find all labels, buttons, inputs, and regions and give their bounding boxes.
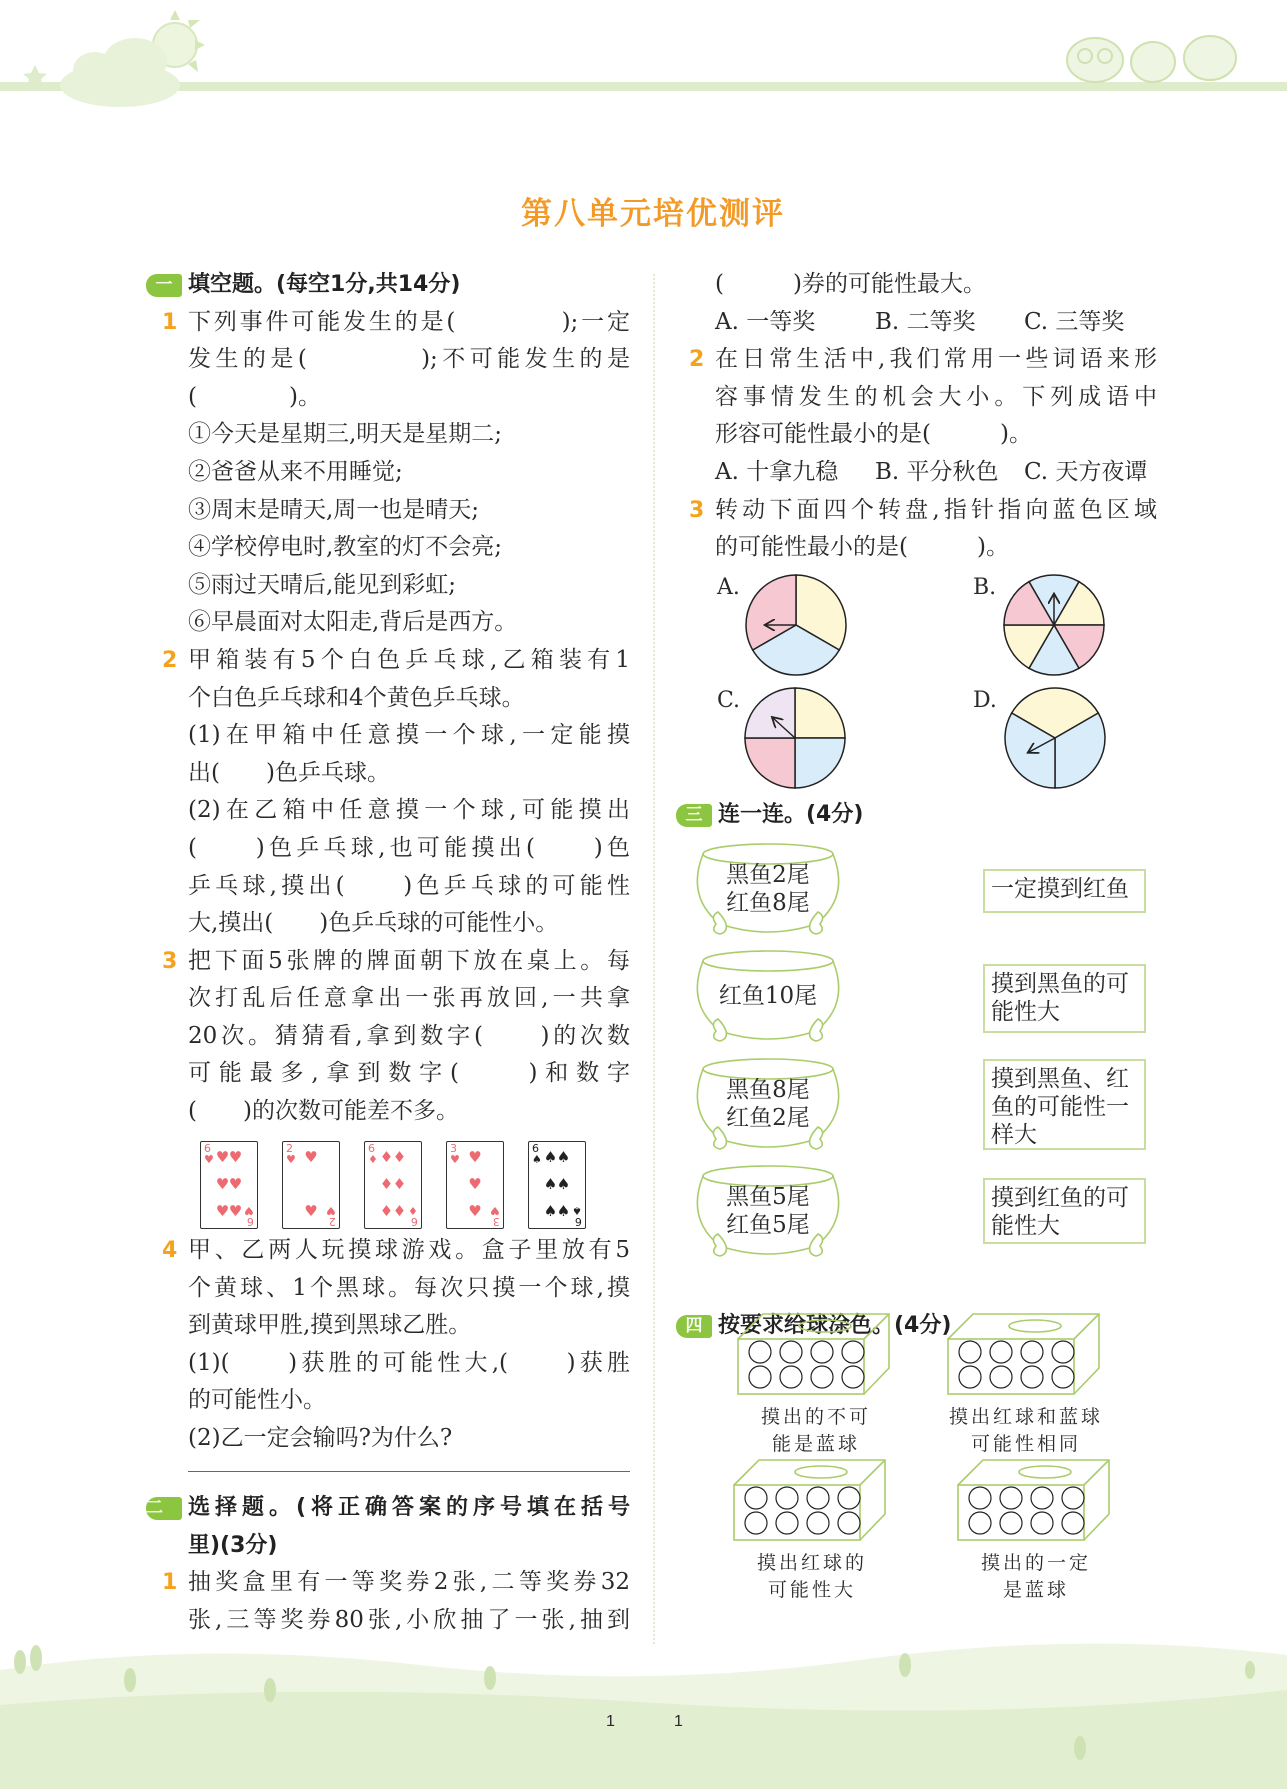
match-target-box[interactable] xyxy=(983,1059,1146,1150)
spinner-label-b: B. xyxy=(973,575,997,600)
box-caption-line: 是蓝球 xyxy=(1002,1579,1069,1601)
page-number-left: 1 xyxy=(606,1713,615,1730)
box-caption xyxy=(716,1404,916,1458)
spinner-d xyxy=(1005,688,1105,788)
card-suit: ♥ xyxy=(326,1203,336,1217)
match-target-box[interactable] xyxy=(983,1178,1146,1244)
question-line xyxy=(715,529,1157,567)
question-text: 转动下面四个转盘,指针指向蓝色区域 xyxy=(715,496,1157,523)
diamond-icon: ♦ xyxy=(379,1174,394,1193)
page-title: 第八单元培优测评 xyxy=(521,196,785,232)
ball-circle[interactable] xyxy=(838,1512,860,1534)
question-line xyxy=(188,1270,630,1308)
option-b: B. 平分秋色 xyxy=(875,458,999,485)
ball-circle[interactable] xyxy=(842,1366,864,1388)
question-text: (1)在甲箱中任意摸一个球,一定能摸 xyxy=(188,722,630,749)
card-suit: ♥ xyxy=(450,1152,460,1166)
heart-icon: ♥ xyxy=(215,1174,230,1193)
heart-icon: ♥ xyxy=(215,1147,230,1166)
question-line xyxy=(715,416,1157,454)
question-number: 3 xyxy=(689,497,705,523)
question-line xyxy=(188,1345,630,1383)
spade-icon: ♠ xyxy=(543,1201,558,1220)
box-caption-line: 能是蓝球 xyxy=(771,1433,860,1455)
ball-circle[interactable] xyxy=(780,1366,802,1388)
monkey-icon xyxy=(1131,42,1175,82)
box-caption xyxy=(926,1404,1126,1458)
section-title: 里)(3分) xyxy=(188,1532,278,1558)
card-index-bottom xyxy=(490,1205,500,1227)
spinner-a xyxy=(746,575,846,675)
diamond-icon: ♦ xyxy=(379,1201,394,1220)
bowl-label-line: 黑鱼2尾 xyxy=(726,862,810,888)
spinner-label-d: D. xyxy=(973,688,997,713)
match-target-line: 能性大 xyxy=(991,1213,1060,1239)
card-rank: 2 xyxy=(286,1141,293,1155)
question-number: 3 xyxy=(162,948,178,974)
bowl-label-line: 红鱼10尾 xyxy=(718,983,818,1009)
section-title: 选择题。(将正确答案的序号填在括号 xyxy=(188,1495,630,1521)
question-line xyxy=(188,416,630,454)
question-line xyxy=(188,1382,630,1420)
ball-circle[interactable] xyxy=(1000,1487,1022,1509)
option-c: C. 三等奖 xyxy=(1024,308,1125,335)
ball-circle[interactable] xyxy=(776,1487,798,1509)
question-text: 发生的是( );不可能发生的是 xyxy=(188,346,630,373)
section-title: 填空题。(每空1分,共14分) xyxy=(188,272,461,297)
ball-box-icon xyxy=(732,1458,892,1544)
question-text: 的可能性最小的是( )。 xyxy=(715,534,1009,561)
card-rank: 6 xyxy=(532,1141,539,1155)
bowl-label xyxy=(694,861,842,917)
spinner-label-a: A. xyxy=(717,575,740,600)
question-number: 4 xyxy=(162,1238,178,1264)
section-title: 按要求给球涂色。(4分) xyxy=(718,1312,952,1338)
bowl-label xyxy=(694,1183,842,1239)
question-line xyxy=(188,980,630,1018)
match-target-line: 一定摸到红鱼 xyxy=(991,876,1129,902)
card-suit: ♥ xyxy=(204,1152,214,1166)
section-header xyxy=(188,1527,630,1565)
question-line xyxy=(188,529,630,567)
card-suit: ♥ xyxy=(286,1152,296,1166)
card-rank: 3 xyxy=(450,1141,457,1155)
question-number: 1 xyxy=(162,309,178,335)
question-line xyxy=(689,492,1157,530)
spade-icon: ♠ xyxy=(556,1147,571,1166)
match-target-line: 能性大 xyxy=(991,999,1060,1025)
diamond-icon: ♦ xyxy=(392,1174,407,1193)
question-line xyxy=(188,1307,630,1345)
ball-circle[interactable] xyxy=(838,1487,860,1509)
ball-circle[interactable] xyxy=(990,1341,1012,1363)
ball-circle[interactable] xyxy=(1000,1512,1022,1534)
card-suit: ♥ xyxy=(244,1203,254,1217)
question-line xyxy=(188,905,630,943)
question-text: 容事情发生的机会大小。下列成语中 xyxy=(715,383,1157,410)
ball-circle[interactable] xyxy=(1052,1366,1074,1388)
section-divider xyxy=(188,1458,630,1490)
card-suit: ♦ xyxy=(408,1203,418,1217)
diamond-icon: ♦ xyxy=(392,1147,407,1166)
question-text: ①今天是星期三,明天是星期二; xyxy=(188,421,503,448)
card-index-bottom xyxy=(326,1205,336,1227)
question-text: 大,摸出( )色乒乓球的可能性小。 xyxy=(188,910,559,937)
question-text: ⑥早晨面对太阳走,背后是西方。 xyxy=(188,609,518,636)
box-caption xyxy=(712,1550,912,1604)
pig-icon xyxy=(1184,36,1236,80)
question-line xyxy=(188,1093,630,1131)
section-header xyxy=(155,266,630,304)
question-text: 出( )色乒乓球。 xyxy=(188,759,390,786)
card-rank: 6 xyxy=(204,1141,211,1155)
question-text: (1)( )获胜的可能性大,( )获胜 xyxy=(188,1349,630,1376)
spinner-b xyxy=(1004,575,1104,675)
card-index-bottom xyxy=(408,1205,418,1227)
option-a: A. 一等奖 xyxy=(715,308,816,335)
animals-decoration xyxy=(1055,20,1255,85)
question-line xyxy=(162,1564,630,1602)
spade-icon: ♠ xyxy=(556,1174,571,1193)
ball-circle[interactable] xyxy=(959,1366,981,1388)
box-caption-line: 摸出红球的 xyxy=(756,1552,867,1574)
spinner-c xyxy=(745,688,845,788)
question-line xyxy=(188,830,630,868)
question-line xyxy=(188,680,630,718)
spinners xyxy=(740,570,1160,795)
question-text: ( )色乒乓球,也可能摸出( )色 xyxy=(188,834,630,861)
match-target-line: 样大 xyxy=(991,1122,1037,1148)
playing-cards xyxy=(188,1131,630,1232)
box-caption xyxy=(936,1550,1136,1604)
question-line xyxy=(715,379,1157,417)
question-text: ( )券的可能性最大。 xyxy=(715,271,986,297)
card-index-top xyxy=(532,1143,542,1165)
ball-circle[interactable] xyxy=(745,1512,767,1534)
question-line xyxy=(188,379,630,417)
sector-blue xyxy=(795,738,845,788)
card-index-bottom xyxy=(244,1205,254,1227)
left-column xyxy=(146,266,630,1639)
playing-card xyxy=(528,1141,586,1229)
right-column xyxy=(689,266,1157,567)
question-text: (2)在乙箱中任意摸一个球,可能摸出 xyxy=(188,797,630,824)
card-index-top xyxy=(204,1143,214,1165)
star-icon xyxy=(23,65,47,87)
ball-circle[interactable] xyxy=(776,1512,798,1534)
ball-circle[interactable] xyxy=(749,1341,771,1363)
box-caption-line: 摸出的一定 xyxy=(980,1552,1091,1574)
bowl-label-line: 红鱼8尾 xyxy=(726,890,810,916)
question-text: ④学校停电时,教室的灯不会亮; xyxy=(188,534,503,561)
question-line xyxy=(162,1232,630,1270)
box-caption-line: 可能性大 xyxy=(767,1579,856,1601)
question-text: 张,三等奖券80张,小欣抽了一张,抽到 xyxy=(188,1606,630,1633)
sector-yellow xyxy=(795,688,845,738)
ball-circle[interactable] xyxy=(969,1487,991,1509)
heart-icon: ♥ xyxy=(228,1147,243,1166)
bowl-label-line: 黑鱼8尾 xyxy=(726,1077,810,1103)
card-suit: ♦ xyxy=(368,1152,378,1166)
section-badge: 二 xyxy=(146,1497,182,1520)
question-number: 1 xyxy=(162,1570,178,1596)
playing-card xyxy=(200,1141,258,1229)
card-rank: 3 xyxy=(493,1214,500,1228)
question-line xyxy=(188,492,630,530)
ball-circle[interactable] xyxy=(1052,1341,1074,1363)
heart-icon: ♥ xyxy=(228,1174,243,1193)
question-text: 次打乱后任意拿出一张再放回,一共拿 xyxy=(188,985,630,1012)
match-target-line: 鱼的可能性一 xyxy=(991,1094,1129,1120)
question-text: 下列事件可能发生的是( );一定 xyxy=(188,308,630,335)
heart-icon: ♥ xyxy=(468,1174,482,1193)
spinner-label-c: C. xyxy=(717,688,741,713)
card-index-bottom xyxy=(572,1205,582,1227)
question-line xyxy=(689,341,1157,379)
bowl-label xyxy=(694,1076,842,1132)
option-a: A. 十拿九稳 xyxy=(715,458,839,485)
ball-circle[interactable] xyxy=(842,1341,864,1363)
bowl-label-line: 红鱼2尾 xyxy=(726,1105,810,1131)
question-line xyxy=(188,755,630,793)
playing-card xyxy=(282,1141,340,1229)
card-suit: ♥ xyxy=(490,1203,500,1217)
question-line xyxy=(188,1055,630,1093)
heart-icon: ♥ xyxy=(228,1201,243,1220)
heart-icon: ♥ xyxy=(215,1201,230,1220)
box-caption-line: 摸出红球和蓝球 xyxy=(948,1406,1103,1428)
sun-cloud-decoration xyxy=(20,0,210,115)
question-number: 2 xyxy=(162,647,178,673)
question-text: 在日常生活中,我们常用一些词语来形 xyxy=(715,346,1157,373)
ball-box-icon xyxy=(946,1312,1106,1398)
ball-circle[interactable] xyxy=(1031,1487,1053,1509)
question-line xyxy=(162,642,630,680)
heart-icon: ♥ xyxy=(304,1201,318,1220)
question-line xyxy=(188,1018,630,1056)
question-text: 乒乓球,摸出( )色乒乓球的可能性 xyxy=(188,872,630,899)
card-index-top xyxy=(286,1143,296,1165)
spade-icon: ♠ xyxy=(556,1201,571,1220)
question-line xyxy=(188,567,630,605)
ball-circle[interactable] xyxy=(811,1366,833,1388)
question-line xyxy=(162,943,630,981)
card-suit: ♠ xyxy=(572,1203,582,1217)
box-caption-line: 摸出的不可 xyxy=(760,1406,871,1428)
box-caption-line: 可能性相同 xyxy=(970,1433,1081,1455)
ball-circle[interactable] xyxy=(959,1341,981,1363)
question-line xyxy=(188,341,630,379)
option-b: B. 二等奖 xyxy=(875,308,976,335)
ball-circle[interactable] xyxy=(990,1366,1012,1388)
question-line xyxy=(715,266,1157,304)
question-text: 甲箱装有5个白色乒乓球,乙箱装有1 xyxy=(188,646,630,673)
spade-icon: ♠ xyxy=(543,1174,558,1193)
page-number-right: 1 xyxy=(674,1713,683,1730)
question-line xyxy=(188,868,630,906)
diamond-icon: ♦ xyxy=(379,1147,394,1166)
question-text: 可能最多,拿到数字( )和数字 xyxy=(188,1060,630,1087)
question-text: 个黄球、1个黑球。每次只摸一个球,摸 xyxy=(188,1274,630,1301)
ball-circle[interactable] xyxy=(807,1512,829,1534)
match-target-line: 摸到黑鱼的可 xyxy=(991,971,1129,997)
question-text: ⑤雨过天晴后,能见到彩虹; xyxy=(188,571,457,598)
section-badge: 四 xyxy=(676,1315,712,1338)
match-target-line: 摸到黑鱼、红 xyxy=(991,1066,1129,1092)
option-c: C. 天方夜谭 xyxy=(1024,458,1148,485)
bowl-label xyxy=(694,982,842,1010)
ball-circle[interactable] xyxy=(1062,1512,1084,1534)
bowl-label-line: 红鱼5尾 xyxy=(726,1212,810,1238)
ball-box-icon xyxy=(956,1458,1116,1544)
question-text: 20次。猜猜看,拿到数字( )的次数 xyxy=(188,1022,630,1049)
question-line xyxy=(188,717,630,755)
ball-circle[interactable] xyxy=(1062,1487,1084,1509)
card-rank: 6 xyxy=(247,1214,254,1228)
card-index-top xyxy=(368,1143,378,1165)
landscape-decoration xyxy=(0,1630,1287,1789)
section-badge: 一 xyxy=(146,274,182,297)
playing-card xyxy=(446,1141,504,1229)
ball-circle[interactable] xyxy=(811,1341,833,1363)
match-target-line: 摸到红鱼的可 xyxy=(991,1185,1129,1211)
card-rank: 6 xyxy=(411,1214,418,1228)
match-target-box[interactable] xyxy=(983,869,1146,913)
option-row xyxy=(715,304,1157,342)
ball-circle[interactable] xyxy=(807,1487,829,1509)
column-divider xyxy=(653,274,655,1644)
question-text: 的可能性小。 xyxy=(188,1387,326,1414)
card-rank: 6 xyxy=(368,1141,375,1155)
diamond-icon: ♦ xyxy=(392,1201,407,1220)
question-text: ( )的次数可能差不多。 xyxy=(188,1098,459,1125)
question-text: (2)乙一定会输吗?为什么? xyxy=(188,1425,453,1452)
section-header xyxy=(146,1489,630,1527)
ball-circle[interactable] xyxy=(1021,1341,1043,1363)
match-target-box[interactable] xyxy=(983,964,1146,1033)
card-suit: ♠ xyxy=(532,1152,542,1166)
question-text: ②爸爸从来不用睡觉; xyxy=(188,458,403,485)
question-text: 抽奖盒里有一等奖券2张,二等奖券32 xyxy=(188,1569,630,1596)
section-3-header xyxy=(685,796,1287,834)
heart-icon: ♥ xyxy=(468,1201,482,1220)
bowl-label-line: 黑鱼5尾 xyxy=(726,1184,810,1210)
question-text: 到黄球甲胜,摸到黑球乙胜。 xyxy=(188,1312,472,1339)
section-badge: 三 xyxy=(676,804,712,827)
heart-icon: ♥ xyxy=(468,1147,482,1166)
playing-card xyxy=(364,1141,422,1229)
ball-circle[interactable] xyxy=(780,1341,802,1363)
section-title: 连一连。(4分) xyxy=(718,802,864,827)
ball-circle[interactable] xyxy=(1021,1366,1043,1388)
card-rank: 2 xyxy=(329,1214,336,1228)
option-row xyxy=(715,454,1157,492)
sector-pink xyxy=(745,738,795,788)
question-text: 个白色乒乓球和4个黄色乒乓球。 xyxy=(188,684,525,711)
card-rank: 6 xyxy=(575,1214,582,1228)
heart-icon: ♥ xyxy=(304,1147,318,1166)
ball-circle[interactable] xyxy=(1031,1512,1053,1534)
question-number: 2 xyxy=(689,347,705,373)
spade-icon: ♠ xyxy=(543,1147,558,1166)
question-text: ③周末是晴天,周一也是晴天; xyxy=(188,496,480,523)
ball-circle[interactable] xyxy=(749,1366,771,1388)
question-line xyxy=(188,792,630,830)
question-text: 形容可能性最小的是( )。 xyxy=(715,421,1032,448)
question-line xyxy=(188,604,630,642)
ball-box-icon xyxy=(736,1312,896,1398)
cat-icon xyxy=(1067,38,1123,82)
ball-circle[interactable] xyxy=(969,1512,991,1534)
question-line xyxy=(188,454,630,492)
question-line xyxy=(188,1420,630,1458)
ball-circle[interactable] xyxy=(745,1487,767,1509)
question-text: 把下面5张牌的牌面朝下放在桌上。每 xyxy=(188,947,630,974)
question-text: ( )。 xyxy=(188,383,321,410)
question-line xyxy=(162,304,630,342)
question-text: 甲、乙两人玩摸球游戏。盒子里放有5 xyxy=(188,1237,630,1264)
card-index-top xyxy=(450,1143,460,1165)
